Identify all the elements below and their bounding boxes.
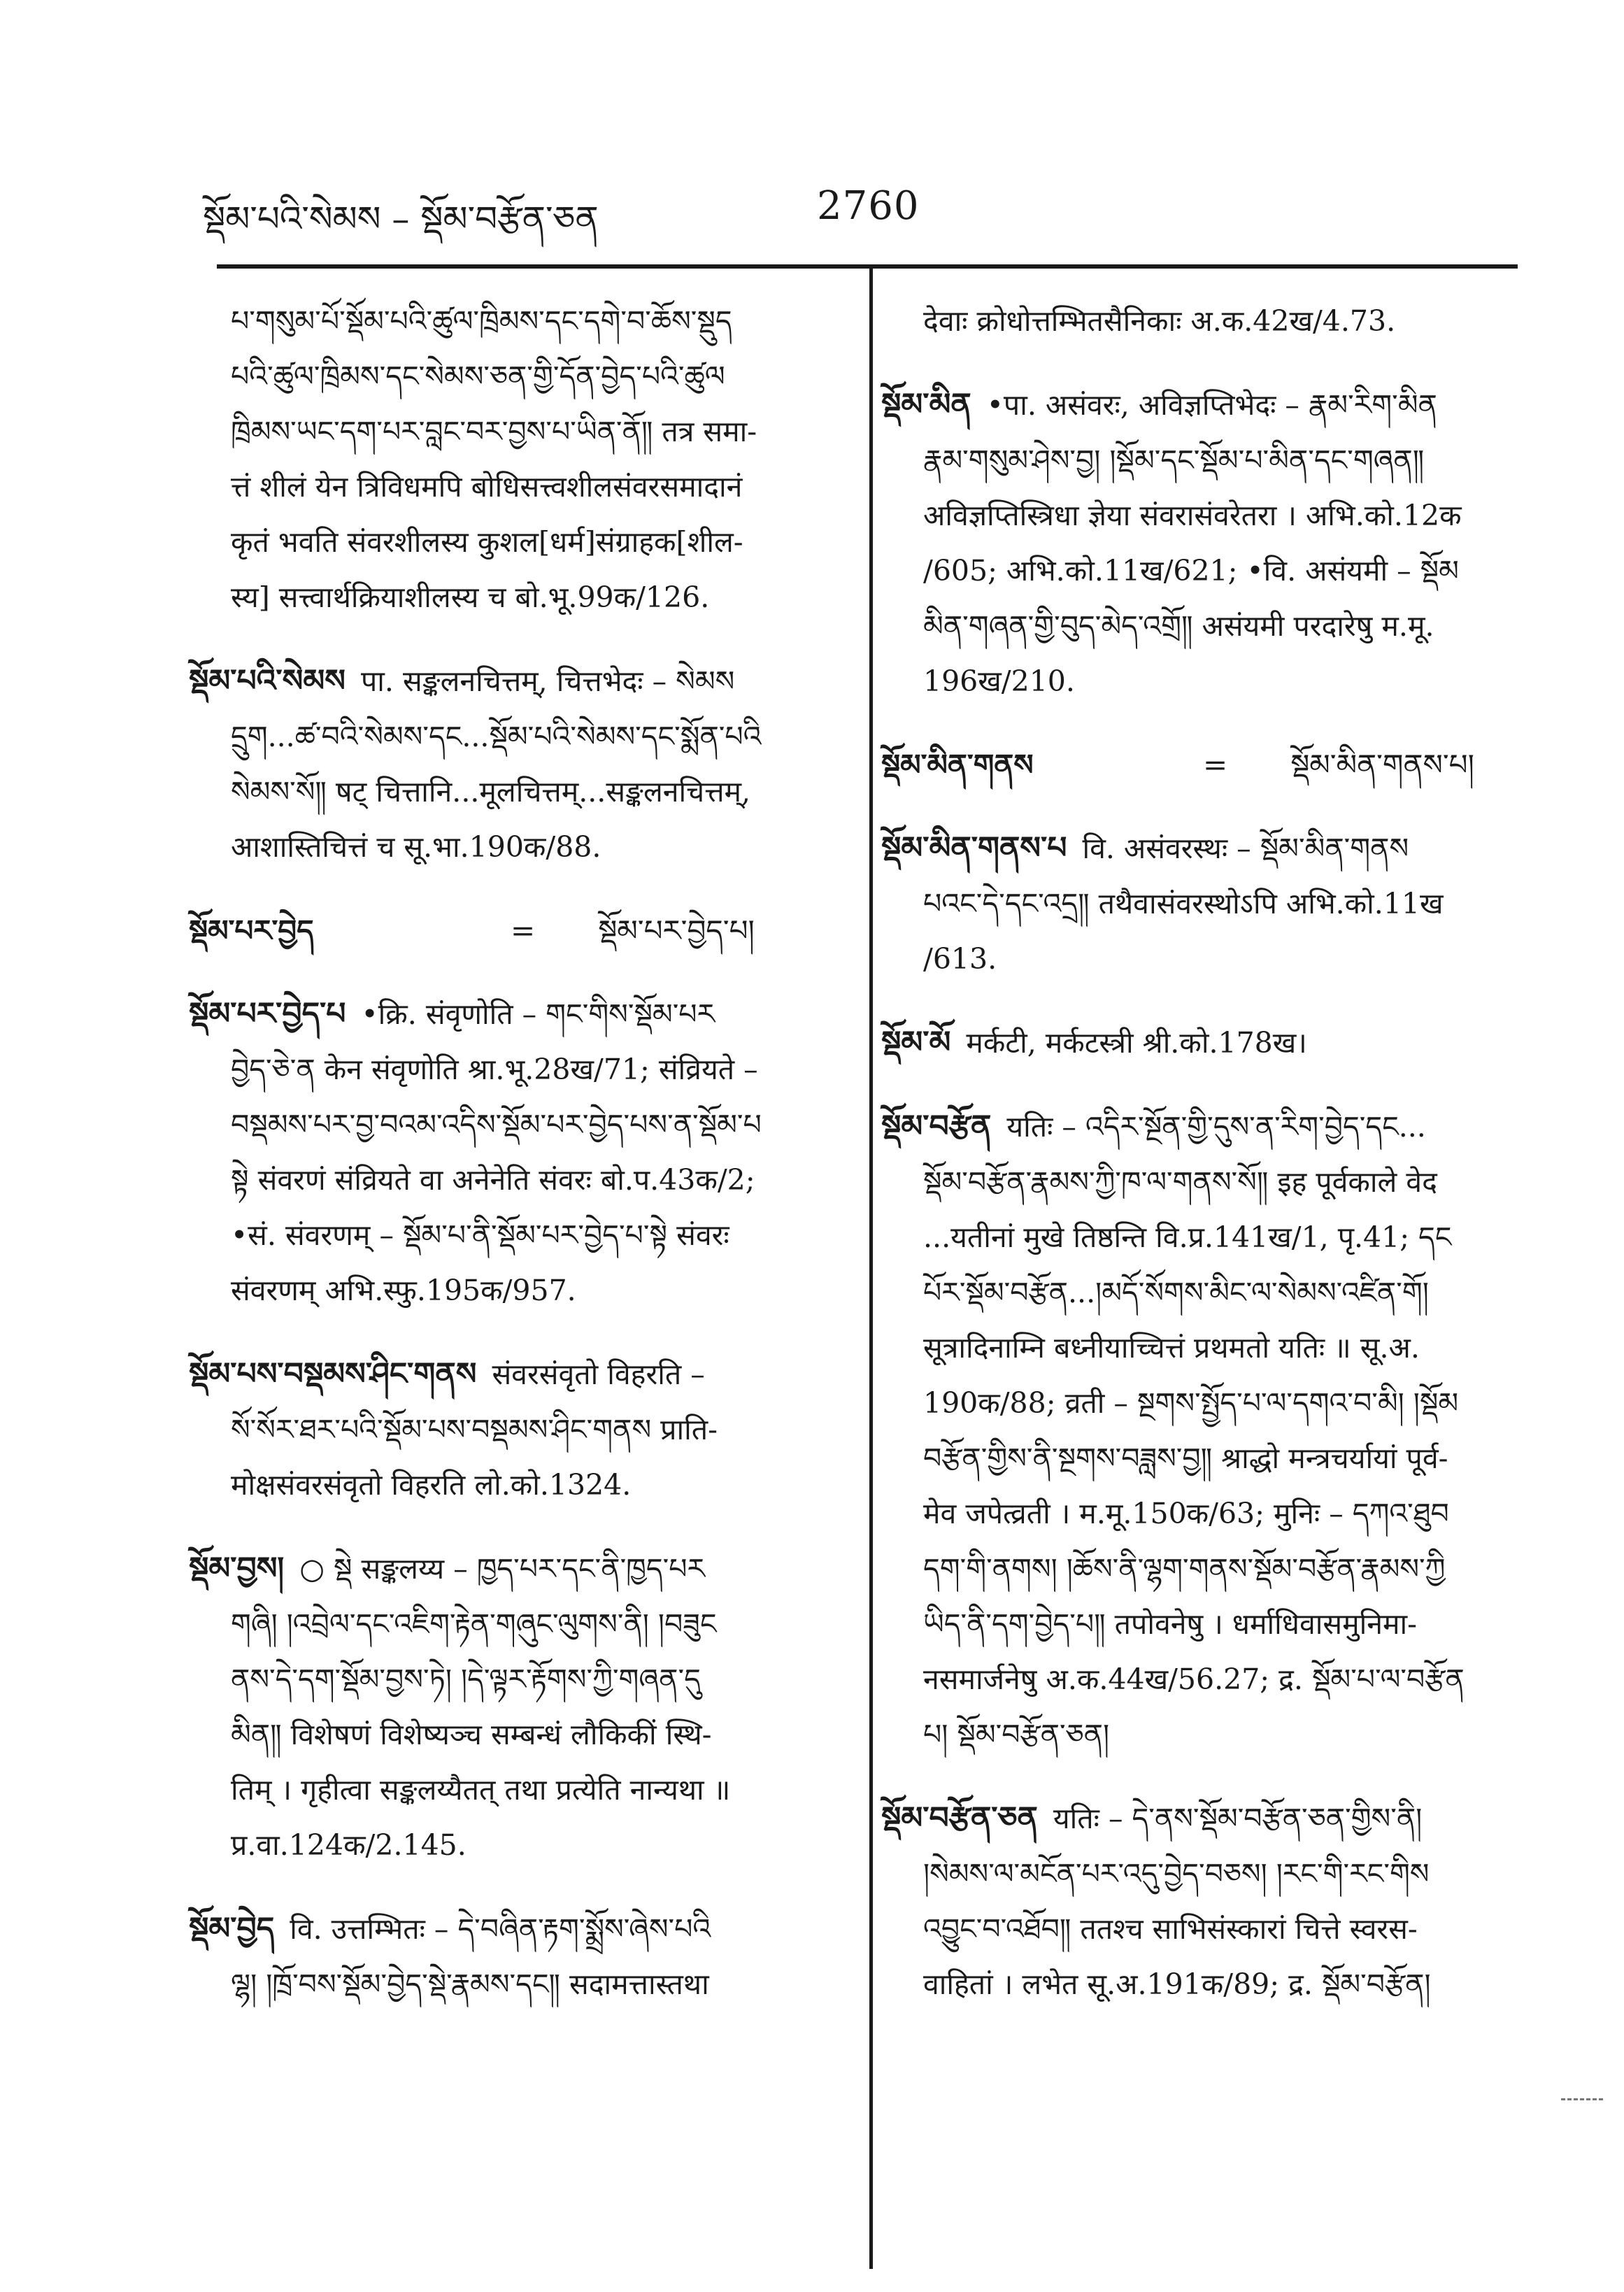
entry-line [189,1153,843,1208]
cross-reference [189,903,843,958]
entry-text: ཁྲིམས་ཡང་དག་པར་བླང་བར་བྱས་པ་ཡིན་ནོ༎ तत्र समा- [231,415,757,448]
headword: སྡོམ་མིན་གནས [881,748,1034,782]
entry-line [189,820,843,875]
headword: སྡོམ་བརྩོན་ཅན [881,1800,1038,1836]
entry-text: वाहितां । लभेत सू.अ.191क/89; द्र. སྡོམ་བརྩོན། [923,1967,1431,2001]
scan-mark [1561,2098,1603,2110]
entry-line [881,1015,1525,1071]
header-rule [217,264,1518,269]
entry-line [881,1486,1525,1542]
entry-text: 190क/88; व्रती – སྔགས་སྤྱོད་པ་ལ་དགའ་བ་མི། །སྡོམ [923,1386,1459,1420]
dictionary-entry [189,1346,843,1513]
equals-sign: = [511,913,536,948]
entry-text: པོར་སྡོམ་བརྩོན...།མདོ་སོགས་མིང་ལ་སེམས་འཛིན་གོ། [923,1276,1429,1309]
entry-line [189,764,843,820]
entry-text: प्र.वा.124क/2.145. [231,1828,466,1862]
entry-text: अविज्ञप्तिस्त्रिधा ज्ञेया संवरासंवरेतरा । अभि.को.12क [923,499,1462,532]
entry-line [881,1652,1525,1707]
cross-reference-target: སྡོམ་པར་བྱེད་པ། [598,913,755,948]
entry-text: वि. असंवरस्थः – སྡོམ་མིན་གནས [1082,832,1409,865]
entry-line [881,1321,1525,1376]
entry-text: सूत्रादिनाम्नि बध्नीयाच्चित्तं प्रथमतो यतिः ॥ सू.अ. [923,1331,1420,1365]
left-column [189,294,843,2040]
entry-text: स्य] सत्त्वार्थक्रियाशीलस्य च बो.भू.99क/126. [231,581,710,614]
entry-text: •सं. संवरणम् – སྡོམ་པ་ནི་སྡོམ་པར་བྱེད་པ་སྟེ संवरः [231,1218,729,1252]
entry-text: मर्कटी, मर्कटस्त्री श्री.को.178ख। [966,1026,1307,1060]
column-divider [869,269,873,2269]
entry-line [189,986,843,1042]
entry-text: नसमार्जनेषु अ.क.44ख/56.27; द्र. སྡོམ་པ་ལ་བརྩོན [923,1663,1465,1696]
entry-text: བསྡམས་པར་བྱ་བའམ་འདིས་སྡོམ་པར་བྱེད་པས་ན་སྡོམ་པ [231,1108,762,1141]
entry-line [189,653,843,709]
headword: སྡོམ་མིན [881,387,971,422]
entry-text: འབྱུང་བ་འཐོབ༎ ततश्च साभिसंस्कारां चित्ते स्वरस- [923,1912,1418,1946]
entry-text: །སེམས་ལ་མངོན་པར་འདུ་བྱེད་བཅས། །རང་གི་རང་གིས [923,1857,1430,1891]
entry-text: देवाः क्रोधोत्तम्भितसैनिकाः अ.क.42ख/4.73. [923,304,1396,338]
entry-text: བྱེད་ཅེ་ན केन संवृणोति श्रा.भू.28ख/71; संव्रियते – [231,1053,758,1086]
entry-text: མིན་གཞན་གྱི་བུད་མེད་འགྲོ༎ असंयमी परदारेषु म.मू. [923,609,1434,643]
entry-text: སྟེ संवरणं संव्रियते वा अनेनेति संवरः बो.प.43क/2; [231,1163,755,1197]
entry-line [881,1707,1525,1763]
entry-line [881,820,1525,876]
headword: སྡོམ་མིན་གནས་པ [881,830,1067,866]
entry-line [881,1902,1525,1957]
entry-line [881,1542,1525,1597]
equals-sign: = [1203,748,1228,782]
entry-line [189,1402,843,1458]
dictionary-entry [881,1015,1525,1071]
entry-line [881,433,1525,488]
entry-text: གཞི། །འབྲེལ་དང་འཇིག་རྟེན་གཞུང་ལུགས་ནི། །བཟུང [231,1607,717,1641]
entry-text: རྣམ་གསུམ་ཤེས་བྱ། །སྡོམ་དང་སྡོམ་པ་མིན་དང་གཞན༎ [923,443,1425,477]
entry-text: आशास्तिचित्तं च सू.भा.190क/88. [231,830,601,864]
entry-text: དག་གི་ནགས། །ཆོས་ནི་ལྷག་གནས་སྡོམ་བརྩོན་རྣམས་ཀྱི [923,1552,1446,1586]
entry-text: སེམས་སོ༎ षट् चित्तानि...मूलचित्तम्...सङ्कलनचित्तम्, [231,775,751,809]
entry-line [881,1431,1525,1486]
entry-line [231,515,843,570]
entry-line [231,349,843,404]
entry-text: བརྩོན་གྱིས་ནི་སྔགས་བཟླས་བྱ༎ श्राद्धो मन्त्रचर्यायां पूर्व- [923,1442,1448,1475]
entry-continuation [189,294,843,625]
headword: སྡོམ་བྱས། [189,1551,285,1586]
headword: སྡོམ་པས་བསྡམས་ཤིང་གནས [189,1356,477,1392]
entry-line [231,404,843,460]
page-number: 2760 [817,183,920,229]
entry-line [881,1791,1525,1846]
entry-line [189,1346,843,1402]
entry-line [189,1818,843,1873]
headword: སྡོམ་པར་བྱེད [189,913,314,948]
entry-continuation [881,294,1525,349]
entry-line [881,1155,1525,1210]
entry-line [189,1208,843,1263]
dictionary-entry [189,1901,843,2012]
entry-text: པ་གསུམ་པོ་སྡོམ་པའི་ཚུལ་ཁྲིམས་དང་དགེ་བ་ཆོས་སྡུད [231,304,732,338]
entry-text: པའང་དེ་དང་འདྲ༎ तथैवासंवरस्थोऽपि अभि.को.11ख [923,887,1444,920]
entry-text: ལྷ། །ཁྲོ་བས་སྡོམ་བྱེད་སྡེ་རྣམས་དང༎ सदामत्तास्तथा [231,1967,709,2001]
entry-text: मेव जपेत्व्रती । म.मू.150क/63; मुनिः – དཀའ་ཐུབ [923,1497,1449,1530]
entry-line [881,654,1525,709]
entry-line [881,1957,1525,2012]
entry-text: སྡོམ་བརྩོན་རྣམས་ཀྱི་ཁ་ལ་གནས་སོ༎ इह पूर्वकाले वेद [923,1165,1437,1199]
entry-line [189,1707,843,1763]
entry-text: དྲུག...ཚ་བའི་སེམས་དང...སྡོམ་པའི་སེམས་དང་སྨོན་པའི [231,720,762,753]
entry-line [881,599,1525,654]
entry-line [189,1597,843,1652]
entry-text: ...यतीनां मुखे तिष्ठन्ति वि.प्र.141ख/1, पृ.41; དང [923,1220,1452,1254]
headword: སྡོམ་མོ [881,1025,951,1060]
entry-line [881,1099,1525,1155]
entry-line [881,1376,1525,1431]
entry-text: त्तं शीलं येन त्रिविधमपि बोधिसत्त्वशीलसंवरसमादानं [231,470,743,504]
entry-text: कृतं भवति संवरशीलस्य कुशल[धर्म]संग्राहक[शील- [231,525,743,559]
entry-text: मोक्षसंवरसंवृतो विहरति लो.को.1324. [231,1468,632,1502]
entry-text: /613. [923,942,997,976]
entry-text: संवरणम् अभि.स्फु.195क/957. [231,1274,576,1307]
entry-text: तिम् । गृहीत्वा सङ्कलय्यैतत् तथा प्रत्येति नान्यथा ॥ [231,1773,731,1807]
entry-line [881,488,1525,543]
entry-line [189,1541,843,1597]
entry-text: ○ སྡེ सङ्कलय्य – ཁྱད་པར་དང་ནི་ཁྱད་པར [299,1552,706,1586]
entry-text: མིན༎ विशेषणं विशेष्यञ्च सम्बन्धं लौकिकीं स्थि- [231,1718,712,1751]
dictionary-entry [881,820,1525,987]
entry-text: པའི་ཚུལ་ཁྲིམས་དང་སེམས་ཅན་གྱི་དོན་བྱེད་པའི་ཚུལ [231,360,725,393]
entry-line [881,932,1525,987]
entry-text: 196ख/210. [923,664,1075,698]
entry-text: यतिः – དེ་ནས་སྡོམ་བརྩོན་ཅན་གྱིས་ནི། [1053,1802,1423,1835]
entry-line [923,294,1525,349]
entry-text: वि. उत्तम्भितः – དེ་བཞིན་རྟག་སྨྲོས་ཞེས་པའི [290,1912,711,1946]
headword: སྡོམ་བརྩོན [881,1109,992,1144]
entry-text: /605; अभि.को.11ख/621; •वि. असंयमी – སྡོམ [923,554,1459,588]
dictionary-entry [189,1541,843,1873]
entry-line [189,1097,843,1153]
entry-line [231,570,843,625]
entry-line [231,460,843,515]
entry-line [881,1846,1525,1902]
entry-line [189,1901,843,1957]
entry-line [881,1265,1525,1321]
headword: སྡོམ་པའི་སེམས [189,663,346,699]
entry-line [881,1210,1525,1265]
entry-line [189,1652,843,1707]
dictionary-entry [189,986,843,1318]
entry-line [189,1763,843,1818]
right-column [881,294,1525,2040]
entry-line [189,1263,843,1318]
entry-text: པ། སྡོམ་བརྩོན་ཅན། [923,1718,1110,1751]
entry-line [231,294,843,349]
dictionary-entry [881,1099,1525,1763]
entry-text: ནས་དེ་དག་སྡོམ་བྱས་ཏེ། །དེ་ལྟར་རྟོགས་ཀྱི་གཞན་དུ [231,1663,701,1696]
cross-reference [881,737,1525,792]
entry-line [189,1042,843,1097]
entry-line [881,543,1525,599]
running-head: སྡོམ་པའི་སེམས – སྡོམ་བརྩོན་ཅན [203,199,599,239]
entry-text: पा. सङ्कलनचित्तम्, चित्तभेदः – སེམས [360,664,735,698]
dictionary-entry [881,1791,1525,2012]
entry-line [189,1957,843,2012]
entry-text: •क्रि. संवृणोति – གང་གིས་སྡོམ་པར [361,997,715,1031]
entry-text: संवरसंवृतो विहरति – [492,1358,705,1391]
entry-line [189,1458,843,1513]
entry-text: •पा. असंवरः, अविज्ञप्तिभेदः – རྣམ་རིག་མིན [986,388,1437,422]
cross-reference-target: སྡོམ་མིན་གནས་པ། [1290,748,1474,782]
entry-text: ཡིད་ནི་དག་བྱེད་པ༎ तपोवनेषु । धर्माधिवासमुनिमा- [923,1607,1417,1641]
entry-line [881,1597,1525,1652]
headword: སྡོམ་བྱེད [189,1911,275,1946]
entry-text: यतिः – འདིར་སྔོན་གྱི་དུས་ན་རིག་བྱེད་དང... [1006,1110,1426,1144]
headword: སྡོམ་པར་བྱེད་པ [189,996,346,1032]
entry-line [189,709,843,764]
entry-text: སོ་སོར་ཐར་པའི་སྡོམ་པས་བསྡམས་ཤིང་གནས प्राति- [231,1413,718,1446]
dictionary-entry [881,377,1525,709]
entry-line [881,876,1525,932]
entry-line [881,377,1525,433]
dictionary-entry [189,653,843,875]
